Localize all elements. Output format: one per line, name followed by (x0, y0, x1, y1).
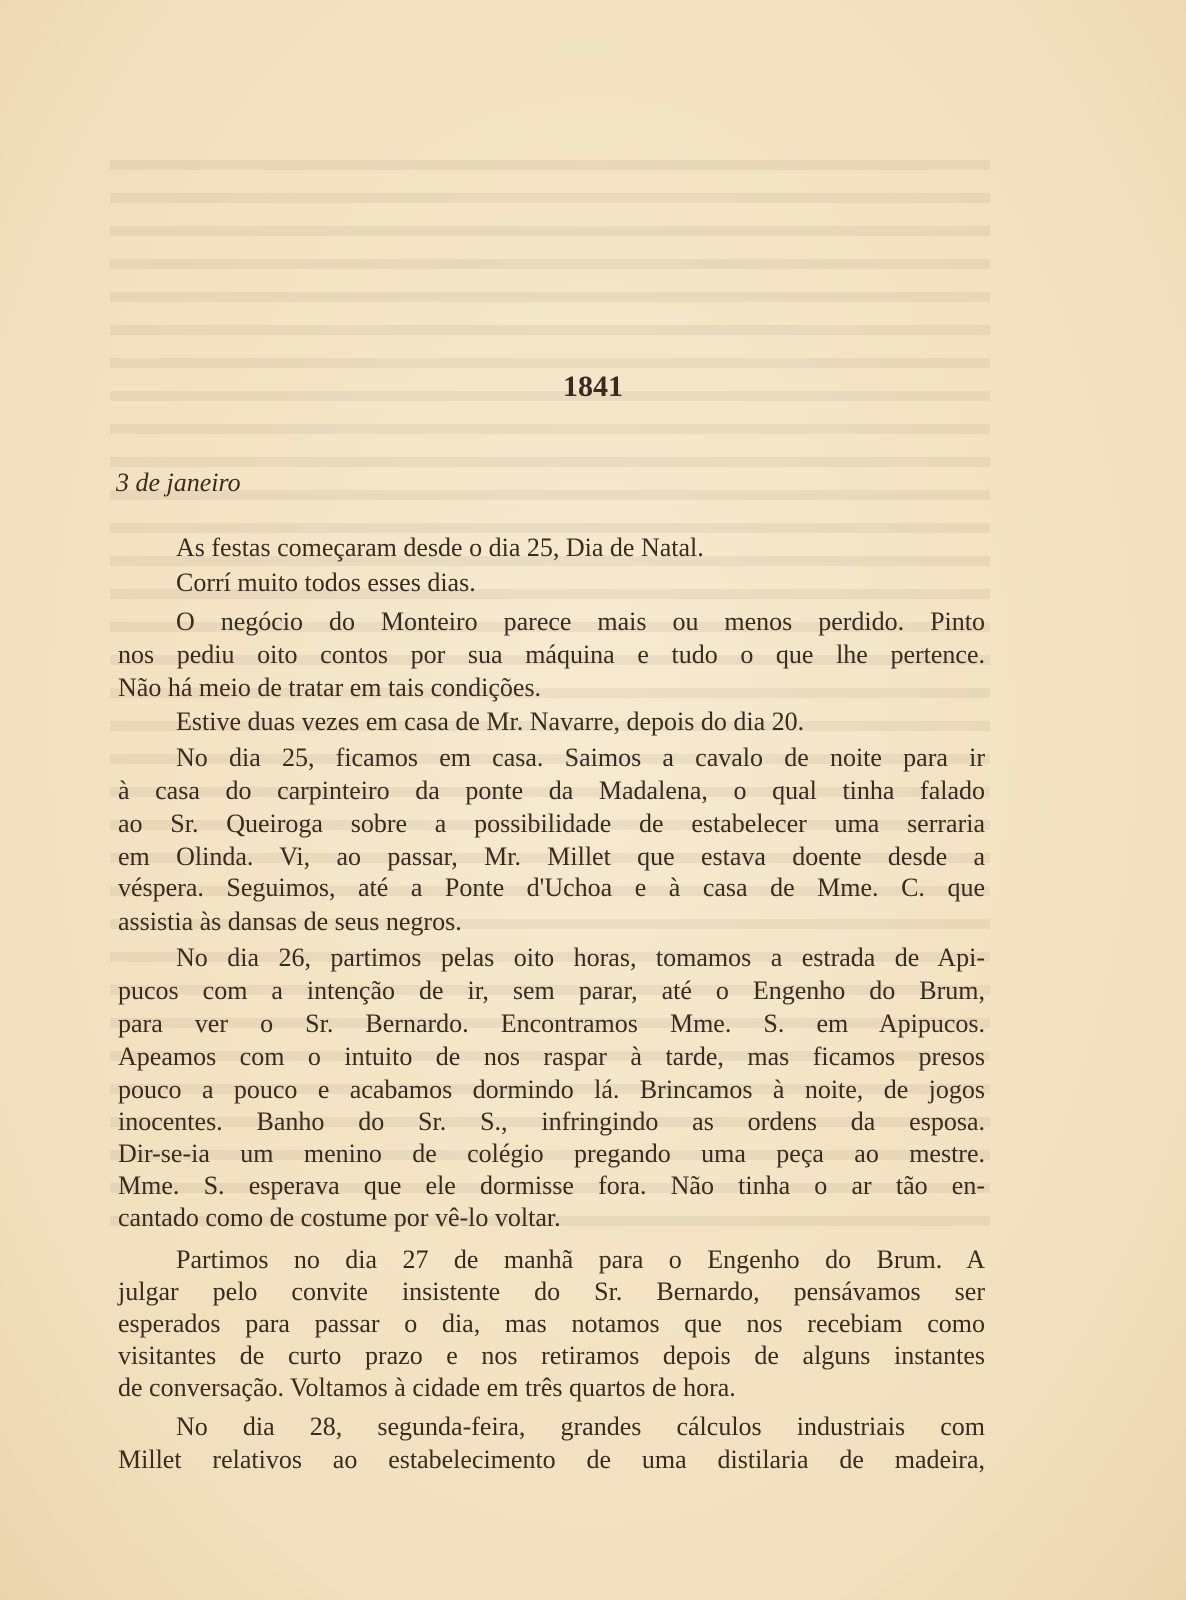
text-line: para ver o Sr. Bernardo. Encontramos Mme. S. em Apipucos. (118, 1009, 985, 1038)
text-line: visitantes de curto prazo e nos retiramos depois de alguns instantes (118, 1341, 985, 1370)
text-line: Não há meio de tratar em tais condições. (118, 673, 542, 702)
text-line: véspera. Seguimos, até a Ponte d'Uchoa e à casa de Mme. C. que (118, 873, 985, 902)
text-line: As festas começaram desde o dia 25, Dia de Natal. (176, 533, 704, 562)
text-line: Corrí muito todos esses dias. (176, 568, 476, 597)
text-line: Millet relativos ao estabelecimento de uma distilaria de madeira, (118, 1445, 985, 1474)
text-line: No dia 28, segunda-feira, grandes cálculos industriais com (176, 1412, 985, 1441)
text-line: nos pediu oito contos por sua máquina e tudo o que lhe pertence. (118, 640, 985, 669)
text-line: assistia às dansas de seus negros. (118, 907, 462, 936)
text-line: julgar pelo convite insistente do Sr. Bernardo, pensávamos ser (118, 1277, 985, 1306)
year-heading: 1841 (563, 370, 623, 403)
text-line: cantado como de costume por vê-lo voltar. (118, 1203, 561, 1232)
text-line: pucos com a intenção de ir, sem parar, até o Engenho do Brum, (118, 976, 985, 1005)
text-line: No dia 26, partimos pelas oito horas, tomamos a estrada de Api- (176, 943, 985, 972)
text-line: No dia 25, ficamos em casa. Saimos a cavalo de noite para ir (176, 743, 985, 772)
text-line: ao Sr. Queiroga sobre a possibilidade de estabelecer uma serraria (118, 809, 985, 838)
text-line: Dir-se-ia um menino de colégio pregando uma peça ao mestre. (118, 1139, 985, 1168)
text-line: pouco a pouco e acabamos dormindo lá. Brincamos à noite, de jogos (118, 1075, 985, 1104)
text-line: Partimos no dia 27 de manhã para o Engenho do Brum. A (176, 1245, 985, 1274)
text-line: de conversação. Voltamos à cidade em três quartos de hora. (118, 1373, 736, 1402)
text-line: Apeamos com o intuito de nos raspar à tarde, mas ficamos presos (118, 1042, 985, 1071)
text-line: inocentes. Banho do Sr. S., infringindo as ordens da esposa. (118, 1107, 985, 1136)
text-line: à casa do carpinteiro da ponte da Madalena, o qual tinha falado (118, 776, 985, 805)
entry-date: 3 de janeiro (116, 468, 241, 497)
text-line: em Olinda. Vi, ao passar, Mr. Millet que estava doente desde a (118, 842, 985, 871)
text-line: O negócio do Monteiro parece mais ou menos perdido. Pinto (176, 607, 985, 636)
text-line: Estive duas vezes em casa de Mr. Navarre, depois do dia 20. (176, 707, 805, 736)
text-line: esperados para passar o dia, mas notamos que nos recebiam como (118, 1309, 985, 1338)
text-line: Mme. S. esperava que ele dormisse fora. Não tinha o ar tão en- (118, 1171, 985, 1200)
